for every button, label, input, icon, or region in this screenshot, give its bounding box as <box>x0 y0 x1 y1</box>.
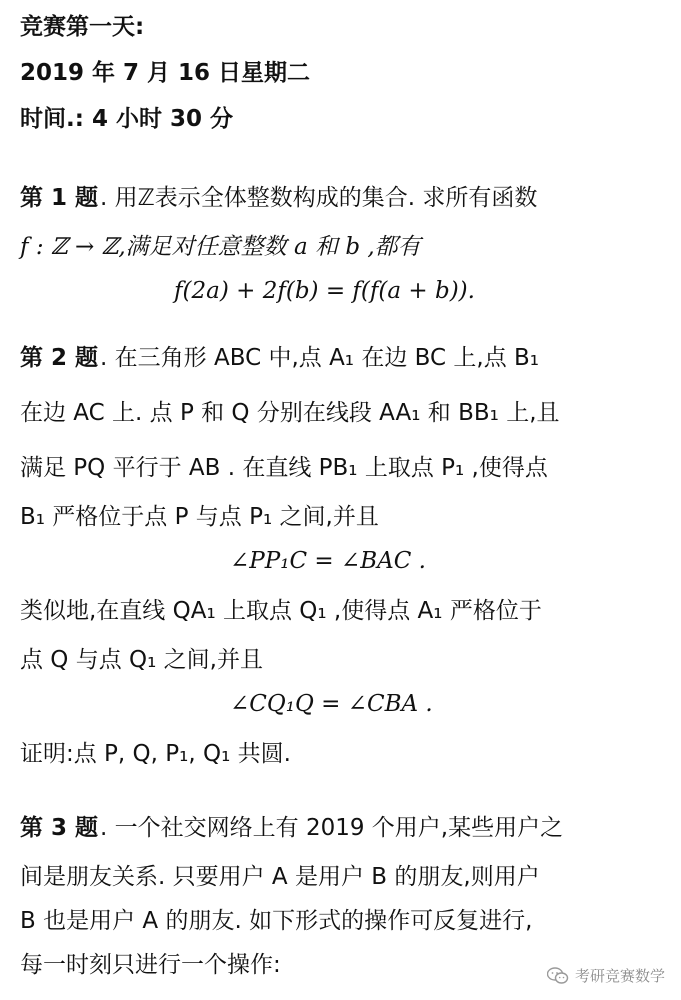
problem-3 <box>20 800 665 987</box>
problem-text-line <box>20 225 665 269</box>
problem-text: 每一时刻只进行一个操作: <box>20 952 281 978</box>
problem-conclusion: 证明:点 P, Q, P₁, Q₁ 共圆. <box>20 740 291 767</box>
problem-text-line <box>20 330 665 385</box>
problem-text-line <box>20 583 665 638</box>
contest-duration: 时间.: 4 小时 30 分 <box>20 106 233 132</box>
problem-text-line <box>20 899 665 943</box>
functional-equation: f(2a) + 2f(b) = f(f(a + b)). <box>174 278 475 304</box>
angle-equation-2: ∠CQ₁Q = ∠CBA . <box>230 691 433 717</box>
problem-text: 间是朋友关系. 只要用户 A 是用户 B 的朋友,则用户 <box>20 864 540 890</box>
problem-text: 点 Q 与点 Q₁ 之间,并且 <box>20 647 263 673</box>
problem-text: . 用ℤ表示全体整数构成的集合. 求所有函数 <box>100 184 538 211</box>
problem-text-line <box>20 495 665 539</box>
problem-2 <box>20 330 665 781</box>
problem-text-line <box>20 638 665 682</box>
problem-text: B₁ 严格位于点 P 与点 P₁ 之间,并且 <box>20 504 379 530</box>
problem-text-line <box>20 855 665 899</box>
problem-text-line <box>20 800 665 855</box>
problem-text-line <box>20 170 665 225</box>
angle-equation-1: ∠PP₁C = ∠BAC . <box>230 548 426 574</box>
problem-label: 第 2 题 <box>20 344 99 371</box>
wechat-icon <box>547 967 569 985</box>
problem-label: 第 3 题 <box>20 814 99 841</box>
problem-text-line <box>20 440 665 495</box>
watermark-text: 考研竞赛数学 <box>574 967 665 985</box>
problem-text: 类似地,在直线 QA₁ 上取点 Q₁ ,使得点 A₁ 严格位于 <box>20 597 542 624</box>
problem-text: . 一个社交网络上有 2019 个用户,某些用户之 <box>100 814 564 841</box>
contest-date: 2019 年 7 月 16 日星期二 <box>20 60 311 86</box>
problem-text-line <box>20 385 665 440</box>
problem-text: 在边 AC 上. 点 P 和 Q 分别在线段 AA₁ 和 BB₁ 上,且 <box>20 399 560 426</box>
problem-1 <box>20 170 665 313</box>
problem-text: . 在三角形 ABC 中,点 A₁ 在边 BC 上,点 B₁ <box>100 344 540 371</box>
problem-text: B 也是用户 A 的朋友. 如下形式的操作可反复进行, <box>20 908 533 934</box>
problem-text: f : ℤ → ℤ,满足对任意整数 a 和 b ,都有 <box>20 234 421 260</box>
problem-text: 满足 PQ 平行于 AB . 在直线 PB₁ 上取点 P₁ ,使得点 <box>20 454 548 481</box>
contest-day-title: 竞赛第一天: <box>20 14 145 40</box>
watermark <box>547 965 665 986</box>
problem-label: 第 1 题 <box>20 184 99 211</box>
